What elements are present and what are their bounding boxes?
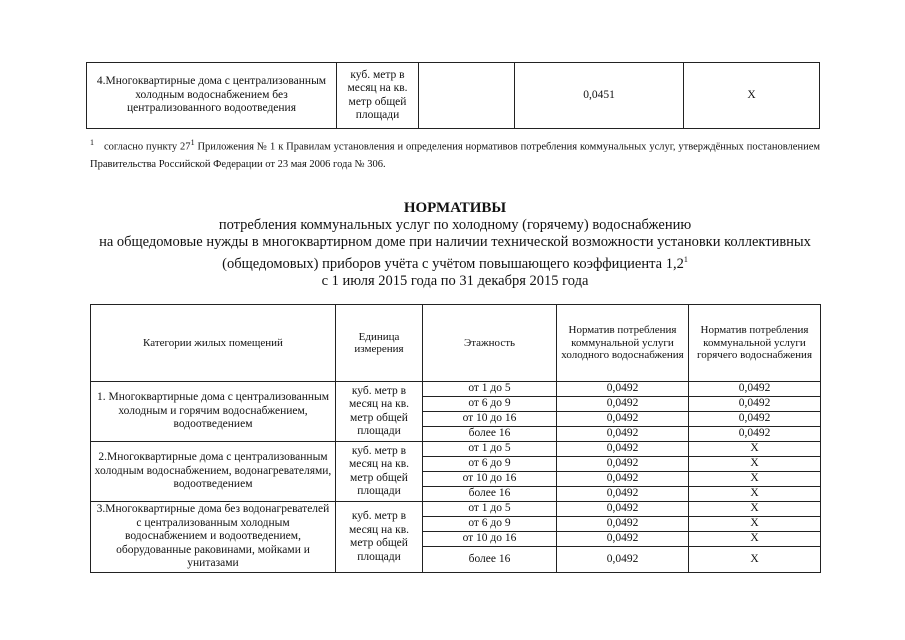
floors-cell: более 16 (423, 547, 557, 573)
hot-cell: X (689, 517, 821, 532)
footnote-sup: 1 (190, 138, 195, 147)
hot-cell: X (689, 547, 821, 573)
table-row (91, 442, 821, 457)
floors-cell: от 6 до 9 (423, 397, 557, 412)
cold-cell: 0,0492 (557, 502, 689, 517)
floors-cell: более 16 (423, 487, 557, 502)
top-table (86, 62, 820, 129)
heading-line-3-sup: 1 (683, 255, 688, 264)
cold-cell: 0,0492 (557, 547, 689, 573)
cold-cell: 0,0492 (557, 532, 689, 547)
header-hot: Норматив потребления коммунальной услуги горячего водоснабжения (689, 305, 821, 382)
footnote (90, 134, 820, 173)
cold-cell: 0,0492 (557, 412, 689, 427)
hot-cell: X (689, 487, 821, 502)
page-title: НОРМАТИВЫ (403, 200, 507, 216)
category-cell: 4.Многоквартирные дома с централизованным холодным водоснабжением без централизованного водоотведения (87, 63, 337, 129)
category-cell: 1. Многоквартирные дома с централизованным холодным и горячим водоснабжением, водоотведением (91, 382, 336, 442)
floors-cell: от 6 до 9 (423, 457, 557, 472)
main-table (90, 304, 821, 573)
category-cell: 2.Многоквартирные дома с централизованным холодным водоснабжением, водонагревателями, водоотведением (91, 442, 336, 502)
floors-cell: от 10 до 16 (423, 412, 557, 427)
hot-cell: 0,0492 (689, 427, 821, 442)
cold-cell: 0,0492 (557, 397, 689, 412)
unit-cell: куб. метр в месяц на кв. метр общей площади (336, 382, 423, 442)
hot-cell: 0,0492 (689, 382, 821, 397)
table-row (87, 63, 820, 129)
cold-cell: 0,0492 (557, 427, 689, 442)
table-row (91, 502, 821, 517)
cold-cell: 0,0492 (557, 382, 689, 397)
cold-cell: 0,0492 (557, 517, 689, 532)
floors-cell: от 6 до 9 (423, 517, 557, 532)
header-category: Категории жилых помещений (91, 305, 336, 382)
floors-cell: от 1 до 5 (423, 442, 557, 457)
document-heading (60, 200, 850, 290)
hot-cell: X (689, 472, 821, 487)
cold-cell: 0,0492 (557, 472, 689, 487)
hot-cell: X (689, 442, 821, 457)
category-cell: 3.Многоквартирные дома без водонагревателей с централизованным холодным водоснабжением и водоотведением, оборудованные раковинами, мойками и унитазами (91, 502, 336, 573)
hot-value-cell: X (684, 63, 820, 129)
heading-line-1: потребления коммунальных услуг по холодному (горячему) водоснабжению (218, 217, 692, 233)
unit-cell: куб. метр в месяц на кв. метр общей площади (337, 63, 419, 129)
floors-cell: от 10 до 16 (423, 532, 557, 547)
table-header-row (91, 305, 821, 382)
floors-cell (419, 63, 515, 129)
header-floors: Этажность (423, 305, 557, 382)
heading-line-3-text: (общедомовых) приборов учёта с учётом повышающего коэффициента 1,2 (222, 255, 684, 272)
table-row (91, 382, 821, 397)
unit-cell: куб. метр в месяц на кв. метр общей площади (336, 442, 423, 502)
unit-cell: куб. метр в месяц на кв. метр общей площади (336, 502, 423, 573)
cold-cell: 0,0492 (557, 457, 689, 472)
floors-cell: более 16 (423, 427, 557, 442)
footnote-mark: 1 (90, 138, 94, 147)
heading-line-2: на общедомовые нужды в многоквартирном доме при наличии технической возможности установки коллективных (99, 234, 811, 250)
hot-cell: X (689, 532, 821, 547)
cold-value-cell: 0,0451 (515, 63, 684, 129)
footnote-text-before: согласно пункту 27 (104, 141, 191, 153)
heading-line-3 (60, 251, 850, 273)
floors-cell: от 10 до 16 (423, 472, 557, 487)
floors-cell: от 1 до 5 (423, 502, 557, 517)
hot-cell: 0,0492 (689, 397, 821, 412)
floors-cell: от 1 до 5 (423, 382, 557, 397)
hot-cell: X (689, 502, 821, 517)
cold-cell: 0,0492 (557, 442, 689, 457)
footnote-text-after: Приложения № 1 к Правилам установления и определения нормативов потребления коммунальных услуг, утверждённых постановлением Правительства Российской Федерации от 23 мая 2006 года № 306. (90, 141, 820, 170)
cold-cell: 0,0492 (557, 487, 689, 502)
heading-line-4: с 1 июля 2015 года по 31 декабря 2015 года (321, 272, 589, 289)
hot-cell: 0,0492 (689, 412, 821, 427)
hot-cell: X (689, 457, 821, 472)
header-cold: Норматив потребления коммунальной услуги холодного водоснабжения (557, 305, 689, 382)
header-unit: Единица измерения (336, 305, 423, 382)
